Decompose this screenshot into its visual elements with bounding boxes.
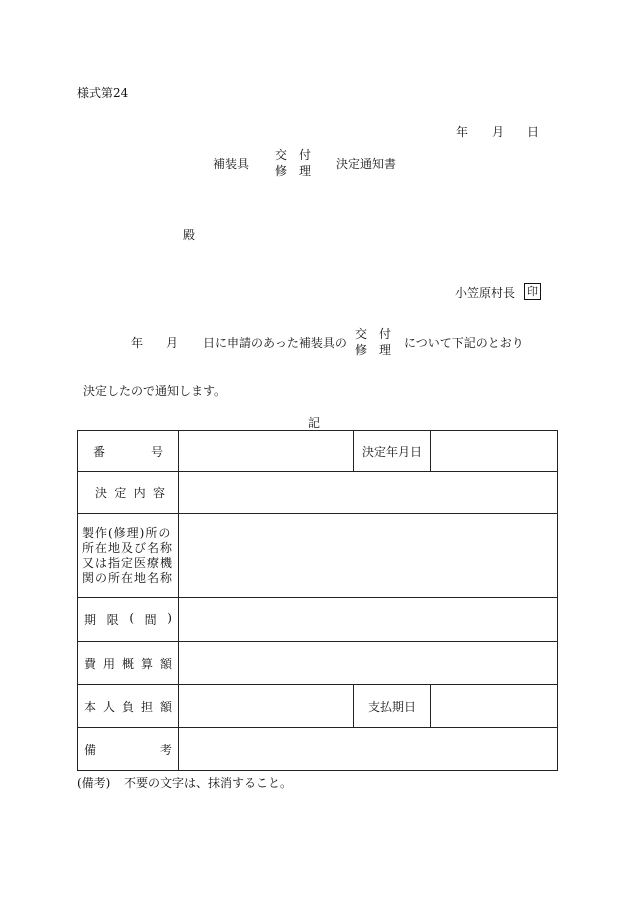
label-char: 考 bbox=[159, 742, 172, 757]
label-char: 人 bbox=[102, 699, 115, 714]
label-char: 算 bbox=[140, 656, 153, 671]
label-maker-line: 又は指定医療機 bbox=[82, 555, 174, 570]
label-char: 額 bbox=[159, 656, 172, 671]
row-decision-content bbox=[78, 472, 558, 514]
body-after: について下記のとおり bbox=[404, 336, 524, 350]
label-char: 担 bbox=[140, 699, 153, 714]
label-char: 内 bbox=[133, 486, 146, 500]
field-cost[interactable] bbox=[179, 642, 558, 685]
label-number-char: 号 bbox=[150, 444, 163, 459]
label-char: 概 bbox=[121, 656, 134, 671]
ki-heading: 記 bbox=[308, 416, 321, 430]
title-suffix: 決定通知書 bbox=[336, 157, 397, 171]
label-char: 定 bbox=[114, 486, 127, 500]
body-line2: 決定したので通知します。 bbox=[83, 384, 227, 398]
field-period[interactable] bbox=[179, 598, 558, 642]
label-number bbox=[78, 431, 179, 472]
field-number[interactable] bbox=[179, 431, 354, 472]
label-char: ) bbox=[167, 611, 172, 625]
title-option-issue: 交 付 bbox=[275, 148, 312, 162]
body-before: 日に申請のあった補装具の bbox=[203, 336, 347, 350]
row-number bbox=[78, 431, 558, 472]
label-decision-content bbox=[78, 472, 179, 514]
body-option-issue: 交 付 bbox=[355, 327, 392, 341]
date-day: 日 bbox=[527, 125, 540, 139]
label-decision-date: 決定年月日 bbox=[354, 431, 431, 472]
field-burden[interactable] bbox=[179, 685, 354, 728]
label-period bbox=[78, 598, 179, 642]
label-number-char: 番 bbox=[93, 444, 106, 459]
label-burden bbox=[78, 685, 179, 728]
row-remarks bbox=[78, 728, 558, 771]
form-number: 様式第24 bbox=[77, 86, 129, 100]
label-cost bbox=[78, 642, 179, 685]
title-prefix: 補装具 bbox=[213, 157, 250, 171]
label-char: 限 bbox=[106, 613, 119, 627]
seal-mark: 印 bbox=[524, 283, 541, 300]
field-remarks[interactable] bbox=[179, 728, 558, 771]
row-burden bbox=[78, 685, 558, 728]
issuer-name: 小笠原村長 bbox=[455, 286, 516, 300]
label-char: 間 bbox=[144, 613, 157, 627]
body-month: 月 bbox=[166, 336, 179, 350]
label-char: 負 bbox=[121, 699, 134, 714]
label-char: 額 bbox=[159, 699, 172, 714]
body-year: 年 bbox=[131, 336, 144, 350]
date-month: 月 bbox=[492, 125, 505, 139]
label-payment-date: 支払期日 bbox=[354, 685, 431, 728]
label-char: 備 bbox=[84, 742, 97, 757]
label-char: 用 bbox=[102, 656, 115, 671]
field-decision-date[interactable] bbox=[431, 431, 558, 472]
label-maker-line: 製作(修理)所の bbox=[82, 525, 172, 540]
title-option-repair: 修 理 bbox=[275, 164, 312, 178]
addressee-suffix: 殿 bbox=[183, 228, 196, 242]
field-maker[interactable] bbox=[179, 514, 558, 598]
row-period bbox=[78, 598, 558, 642]
date-year: 年 bbox=[456, 125, 469, 139]
field-payment-date[interactable] bbox=[431, 685, 558, 728]
note-label: (備考) bbox=[77, 776, 111, 790]
label-char: 費 bbox=[84, 656, 97, 671]
label-maker-line: 関の所在地名称 bbox=[82, 570, 174, 585]
label-char: ( bbox=[129, 611, 134, 625]
body-option-stack bbox=[355, 326, 391, 358]
note-text: 不要の文字は、抹消すること。 bbox=[124, 776, 293, 790]
label-char: 決 bbox=[95, 486, 108, 500]
decision-table bbox=[77, 430, 558, 771]
label-char: 本 bbox=[84, 699, 97, 714]
body-option-repair: 修 理 bbox=[355, 343, 392, 357]
label-maker-line: 所在地及び名称 bbox=[82, 540, 174, 555]
label-char: 容 bbox=[152, 486, 165, 500]
field-decision-content[interactable] bbox=[179, 472, 558, 514]
row-maker bbox=[78, 514, 558, 598]
title-option-stack bbox=[275, 147, 311, 179]
row-cost bbox=[78, 642, 558, 685]
label-remarks bbox=[78, 728, 179, 771]
label-char: 期 bbox=[84, 613, 97, 627]
label-maker bbox=[78, 514, 179, 598]
